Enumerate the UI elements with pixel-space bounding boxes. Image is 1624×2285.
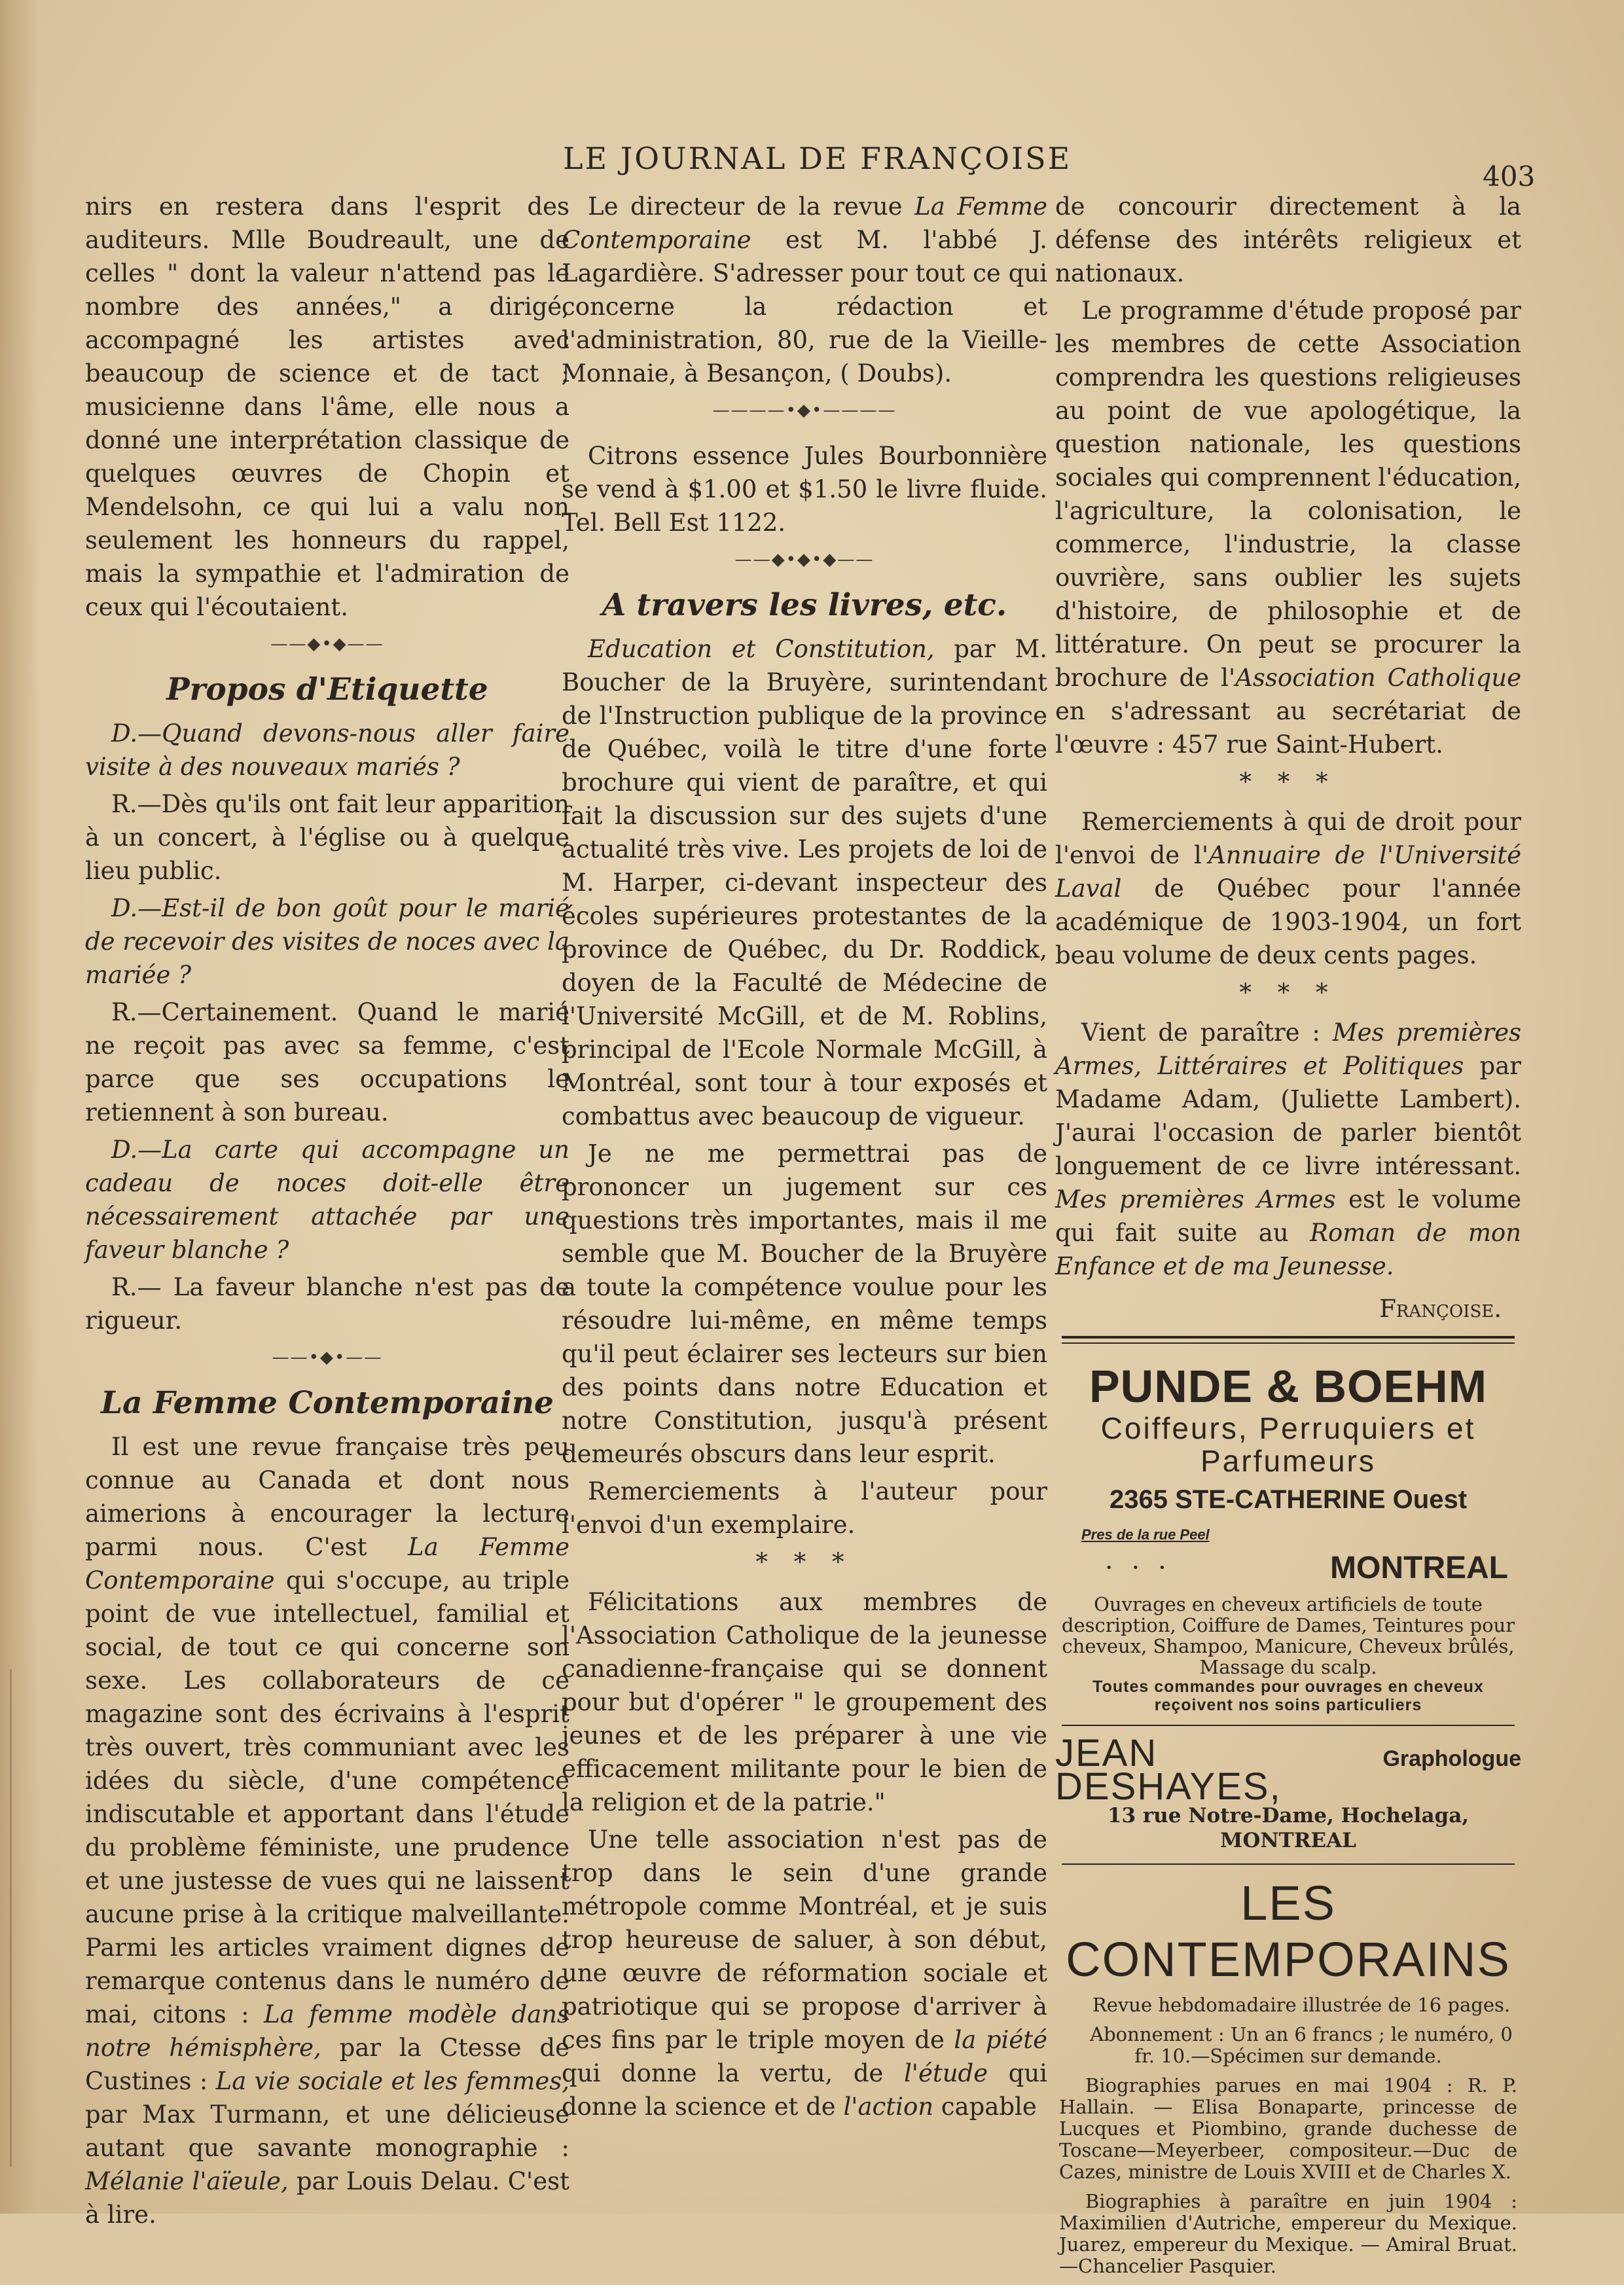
etiquette-question-2: D.—Est-il de bon goût pour le marié de recevoir des visites de noces avec la mariée ?: [85, 894, 569, 989]
ad-divider: [1062, 1336, 1515, 1344]
ad-punde-address: 2365 STE-CATHERINE Ouest: [1109, 1485, 1468, 1514]
association-continued: de concourir directement à la défense des intérêts religieux et nationaux.: [1055, 192, 1521, 287]
ad-punde-services: Ouvrages en cheveux artificiels de toute description, Coiffure de Dames, Teintures pour cheveux, Shampoo, Manicure, Cheveux brûlés, Massage du scalp.: [1061, 1593, 1515, 1678]
ad-punde-note: Toutes commandes pour ouvrages en cheveux reçoivent nos soins particuliers: [1092, 1678, 1484, 1714]
page-header: [0, 141, 1624, 192]
column-1: [85, 190, 569, 2235]
ad-punde-near: Pres de la rue Peel: [1081, 1526, 1210, 1543]
section-stars: * * *: [1239, 768, 1337, 796]
ornament-divider: ——•◆•——: [272, 1348, 383, 1367]
livres-paragraph-1: Education et Constitution, par M. Boucher de la Bruyère, surintendant de l'Instruction publique de la province de Québec, voilà le titre d'une forte brochure qui vient de paraître, et qui fait la discussion sur des sujets d'une actualité très vive. Les projets de loi de M. Harper, ci-devant inspecteur des écoles supérieures protestantes de la province de Québec, du Dr. Roddick, doyen de la Faculté de Médecine de l'Université McGill, et de M. Roblins, principal de l'Ecole Normale McGill, à Montréal, sont tour à tour exposés et combattus avec beaucoup de vigueur.: [562, 635, 1047, 1130]
ad-contemporains-title: LES CONTEMPORAINS: [1066, 1876, 1511, 1987]
ad-deshayes-city: MONTREAL: [1220, 1829, 1356, 1852]
ad-punde-trade: Coiffeurs, Perruquiers et Parfumeurs: [1100, 1411, 1476, 1478]
annuaire-paragraph: Remerciements à qui de droit pour l'envoi de l'Annuaire de l'Université Laval de Québec pour l'année académique de 1903-1904, un fort beau volume de deux cents pages.: [1055, 808, 1522, 969]
page-number: 403: [1483, 160, 1536, 192]
ad-punde-location: [1081, 1518, 1508, 1585]
ad-deshayes-header: [1055, 1732, 1521, 1808]
livres-heading: A travers les livres, etc.: [602, 587, 1007, 623]
ornament-divider: ————•◆•————: [712, 401, 897, 420]
etiquette-answer-3: R.— La faveur blanche n'est pas de rigueur.: [85, 1273, 569, 1335]
ad-contemporains-subscription: Abonnement : Un an 6 francs ; le numéro, 0 fr. 10.—Spécimen sur demande.: [1090, 2023, 1513, 2067]
etiquette-question-1: D.—Quand devons-nous aller faire visite à des nouveaux mariés ?: [85, 719, 569, 781]
etiquette-answer-1: R.—Dès qu'ils ont fait leur apparition à un concert, à l'église ou à quelque lieu public.: [85, 790, 569, 885]
ad-contemporains-bios-may: Biographies parues en mai 1904 : R. P. Hallain. — Elisa Bonaparte, princesse de Lucques et Piombino, grande duchesse de Toscane—Meyerbeer, compositeur.—Duc de Cazes, ministre de Louis XVIII et de Charles X.: [1059, 2074, 1517, 2183]
page-edge-shadow: [0, 0, 39, 2214]
ad-dots: •••: [1105, 1561, 1185, 1575]
column-2: [562, 190, 1047, 2127]
etiquette-question-3: D.—La carte qui accompagne un cadeau de noces doit-elle être nécessairement attachée par une faveur blanche ?: [85, 1136, 569, 1264]
ad-contemporains-subtitle: Revue hebdomadaire illustrée de 16 pages.: [1092, 1994, 1511, 2016]
ad-punde-name: PUNDE & BOEHM: [1089, 1361, 1488, 1412]
directeur-paragraph: Le directeur de la revue La Femme Contemporaine est M. l'abbé J. Lagardière. S'adresser pour tout ce qui concerne la rédaction et l'administration, 80, rue de la Vieille-Monnaie, à Besançon, ( Doubs).: [562, 192, 1047, 387]
livres-paragraph-2: Je ne me permettrai pas de prononcer un jugement sur ces questions très importantes, mais il me semble que M. Boucher de la Bruyère a toute la compétence voulue pour les résoudre lui-même, en même temps qu'il peut éclairer ses lecteurs sur bien des points dans notre Education et notre Constitution, jusqu'à présent demeurés obscurs dans leur esprit.: [562, 1140, 1047, 1468]
column-3: [1055, 190, 1521, 2285]
signature: Françoise.: [1379, 1295, 1502, 1323]
ornament-divider: ——◆•◆——: [270, 634, 384, 654]
etiquette-heading: Propos d'Etiquette: [166, 672, 488, 708]
parution-paragraph: Vient de paraître : Mes premières Armes, Littéraires et Politiques par Madame Adam, (Juliette Lambert). J'aurai l'occasion de parler bientôt longuement de ce livre intéressant. Mes premières Armes est le volume qui fait suite au Roman de mon Enfance et de ma Jeunesse.: [1055, 1018, 1522, 1280]
ornament-divider: ——◆•◆•◆——: [734, 550, 875, 569]
femme-heading: La Femme Contemporaine: [101, 1385, 554, 1421]
ad-deshayes-name: JEAN DESHAYES,: [1055, 1732, 1282, 1808]
section-stars: * * *: [1239, 979, 1337, 1007]
programme-paragraph: Le programme d'étude proposé par les membres de cette Association comprendra les questions religieuses au point de vue apologétique, la question nationale, les questions sociales qui comprennent l'éducation, l'agriculture, la colonisation, le commerce, l'industrie, la classe ouvrière, sans oublier les sujets d'histoire, de philosophie et de littérature. On peut se procurer la brochure de l'Association Catholique en s'adressant au secrétariat de l'œuvre : 457 rue Saint-Hubert.: [1055, 297, 1521, 759]
journal-title: LE JOURNAL DE FRANÇOISE: [563, 141, 1072, 176]
etiquette-answer-2: R.—Certainement. Quand le marié ne reçoit pas avec sa femme, c'est parce que ses occupations le retiennent à son bureau.: [85, 998, 569, 1126]
contemporains-ad: [1055, 1875, 1521, 2277]
ad-deshayes-address: 13 rue Notre-Dame, Hochelaga,: [1107, 1804, 1470, 1827]
ad-punde-city: MONTREAL: [1330, 1551, 1508, 1585]
femme-paragraph: Il est une revue française très peu connue au Canada et dont nous aimerions à encourager la lecture parmi nous. C'est La Femme Contemporaine qui s'occupe, au triple point de vue intellectuel, familial et social, de tout ce qui concerne son sexe. Les collaborateurs de ce magazine sont des écrivains à l'esprit très ouvert, très communiant avec les idées du siècle, d'une compétence indiscutable et apportant dans l'étude du problème féministe, une prudence et une justesse de vues qui ne laissent aucune prise à la critique malveillante. Parmi les articles vraiment dignes de remarque contenus dans le numéro de mai, citons : La femme modèle dans notre hémisphère, par la Ctesse de Custines : La vie sociale et les femmes, par Max Turmann, et une délicieuse autant que savante monographie : Mélanie l'aïeule, par Louis Delau. C'est à lire.: [85, 1433, 569, 2229]
livres-paragraph-5: Une telle association n'est pas de trop dans le sein d'une grande métropole comme Montréal, et je suis trop heureuse de saluer, à son début, une œuvre de réformation sociale et patriotique qui se propose d'arriver à ces fins par le triple moyen de la piété qui donne la vertu, de l'étude qui donne la science et de l'action capable: [562, 1826, 1048, 2121]
ad-deshayes-role: Graphologue: [1382, 1746, 1521, 1771]
ad-punde-near-block: [1081, 1518, 1210, 1585]
binding-mark: [10, 1669, 18, 2167]
livres-paragraph-4: Félicitations aux membres de l'Association Catholique de la jeunesse canadienne-française qui se donnent pour but d'opérer " le groupement des jeunes et de les préparer à une vie efficacement militante pour le bien de la religion et de la patrie.": [562, 1588, 1047, 1816]
ad-divider: [1062, 1725, 1515, 1726]
ad-contemporains-bios-june: Biographies à paraître en juin 1904 : Maximilien d'Autriche, empereur du Mexique. Juarez, empereur du Mexique. — Amiral Bruat.—Chancelier Pasquier.: [1059, 2190, 1517, 2277]
livres-paragraph-3: Remerciements à l'auteur pour l'envoi d'un exemplaire.: [562, 1477, 1047, 1539]
section-stars: * * *: [755, 1548, 854, 1576]
concert-text: nirs en restera dans l'esprit des auditeurs. Mlle Boudreault, une de celles " dont la valeur n'attend pas le nombre des années," a dirigé, accompagné les artistes avec beaucoup de science et de tact ; musicienne dans l'âme, elle nous a donné une interprétation classique de quelques œuvres de Chopin et Mendelsohn, ce qui lui a valu non seulement les honneurs du rappel, mais la sympathie et l'admiration de ceux qui l'écoutaient.: [85, 192, 569, 621]
ad-contemporains-body: [1059, 1994, 1517, 2277]
ad-divider: [1062, 1863, 1515, 1865]
punde-boehm-ad: [1055, 1361, 1521, 1714]
citrons-notice: Citrons essence Jules Bourbonnière se vend à $1.00 et $1.50 le livre fluide. Tel. Bell Est 1122.: [562, 442, 1047, 537]
deshayes-ad: [1055, 1732, 1521, 1853]
